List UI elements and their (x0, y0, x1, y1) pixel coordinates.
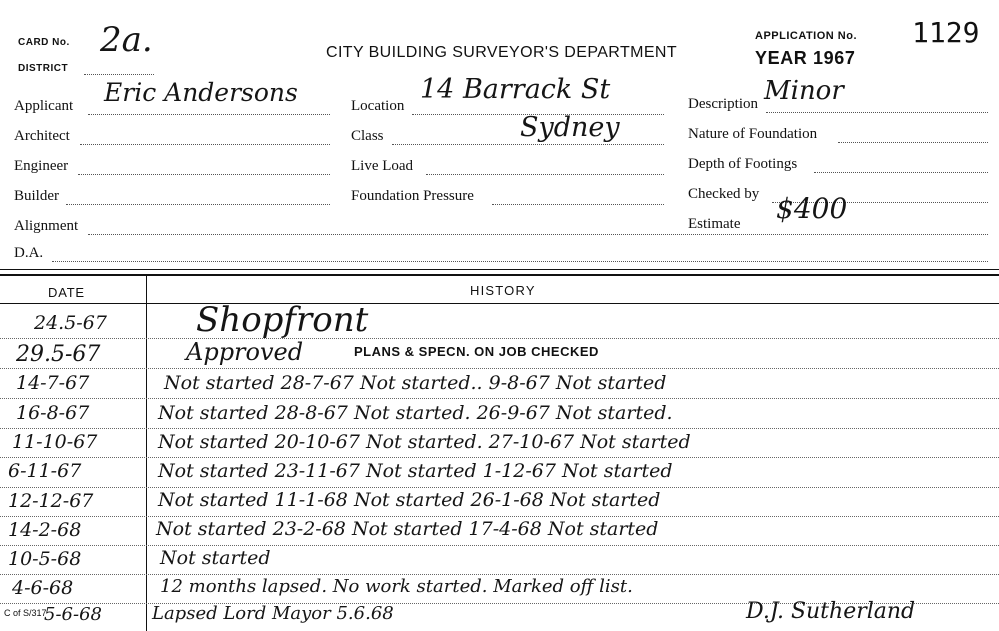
row-text: Not started (160, 547, 271, 569)
applicant-value: Eric Andersons (104, 78, 298, 107)
live-load-label: Live Load (351, 158, 414, 174)
section-divider-top (0, 269, 999, 270)
depth-dots (814, 172, 988, 173)
card-no-value: 2a. (100, 20, 153, 60)
alignment-label: Alignment (14, 218, 79, 234)
row-line (0, 574, 999, 575)
application-no-label: APPLICATION No. (755, 30, 858, 42)
row-text: Not started 28-8-67 Not started. 26-9-67 Not started. (158, 402, 673, 424)
application-no-value: 1129 (912, 16, 980, 49)
row-text: Not started 23-2-68 Not started 17-4-68 Not started (156, 518, 659, 540)
row-line (0, 338, 999, 339)
nature-dots (838, 142, 988, 143)
row-text: Approved (186, 338, 304, 366)
district-dots (84, 74, 154, 75)
description-value: Minor (764, 76, 844, 106)
row-date: 12-12-67 (8, 490, 94, 512)
row-line (0, 487, 999, 488)
row-line (0, 368, 999, 369)
foundation-pressure-dots (492, 204, 664, 205)
row-text: Not started 23-11-67 Not started 1-12-67 Not started (158, 460, 673, 482)
row-text: 12 months lapsed. No work started. Marked off list. (160, 576, 633, 597)
nature-label: Nature of Foundation (688, 126, 818, 142)
date-column-rule (146, 276, 147, 631)
architect-dots (80, 144, 330, 145)
row-date: 4-6-68 (12, 577, 74, 599)
row-date: 14-2-68 (8, 519, 82, 541)
engineer-label: Engineer (14, 158, 69, 174)
row-date: 6-11-67 (8, 460, 82, 482)
da-label: D.A. (14, 245, 44, 261)
row-line (0, 398, 999, 399)
engineer-dots (78, 174, 330, 175)
applicant-label: Applicant (14, 98, 74, 114)
class-label: Class (351, 128, 384, 144)
row-date: 29.5-67 (16, 342, 101, 367)
row-text: Shopfront (196, 300, 369, 340)
row-date: 10-5-68 (8, 548, 82, 570)
district-label: DISTRICT (18, 63, 69, 74)
architect-label: Architect (14, 128, 70, 144)
section-divider (0, 274, 999, 276)
row-line (0, 457, 999, 458)
class-value: Sydney (520, 112, 620, 143)
alignment-dots (88, 234, 988, 235)
signature: D.J. Sutherland (746, 599, 916, 624)
table-header-rule (0, 303, 999, 304)
row-date: 14-7-67 (16, 372, 90, 394)
depth-label: Depth of Footings (688, 156, 798, 172)
description-label: Description (688, 96, 758, 112)
row-line (0, 428, 999, 429)
builder-dots (66, 204, 330, 205)
year-label: YEAR 1967 (755, 48, 856, 68)
live-load-dots (426, 174, 664, 175)
history-header: HISTORY (470, 283, 536, 298)
estimate-value: $400 (776, 192, 848, 225)
row-text: Lapsed Lord Mayor 5.6.68 (152, 603, 394, 624)
row-line (0, 545, 999, 546)
applicant-dots (88, 114, 330, 115)
card-no-label: CARD No. (18, 37, 70, 48)
foundation-pressure-label: Foundation Pressure (351, 188, 474, 204)
plans-checked-stamp: PLANS & SPECN. ON JOB CHECKED (354, 344, 599, 359)
row-date: 16-8-67 (16, 402, 90, 424)
location-value: 14 Barrack St (420, 74, 611, 105)
row-date: 11-10-67 (12, 431, 98, 453)
location-label: Location (351, 98, 405, 114)
estimate-label: Estimate (688, 216, 741, 232)
row-text: Not started 20-10-67 Not started. 27-10-67 Not started (158, 431, 691, 453)
row-line (0, 516, 999, 517)
row-text: Not started 28-7-67 Not started.. 9-8-67 Not started (164, 372, 667, 394)
department-title: CITY BUILDING SURVEYOR'S DEPARTMENT (326, 44, 678, 61)
row-text: Not started 11-1-68 Not started 26-1-68 Not started (158, 489, 661, 511)
form-number: C of S/317 (4, 608, 47, 618)
description-dots (766, 112, 988, 113)
date-header: DATE (48, 285, 85, 300)
checked-label: Checked by (688, 186, 760, 202)
class-dots (392, 144, 664, 145)
builder-label: Builder (14, 188, 59, 204)
row-date: 5-6-68 (44, 604, 102, 625)
da-dots (52, 261, 988, 262)
row-date: 24.5-67 (34, 312, 107, 334)
